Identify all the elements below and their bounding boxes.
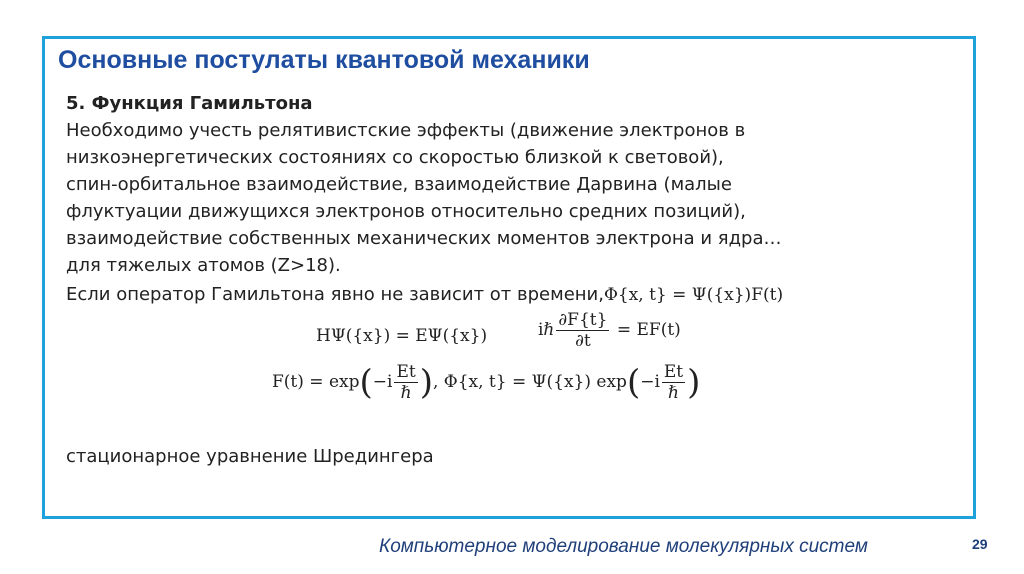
eq2-fraction <box>556 310 609 351</box>
time-equation <box>538 310 681 351</box>
open-paren-icon-2: ( <box>626 362 641 403</box>
equation-caption: стационарное уравнение Шредингера <box>66 446 434 467</box>
eq2-numerator: ∂F{t} <box>558 310 608 330</box>
eq3-minus-i: −i <box>372 372 393 392</box>
close-paren-icon: ) <box>419 362 433 403</box>
paragraph-line-3: спин-орбитальное взаимодействие, взаимодействие Дарвина (малые <box>66 174 732 195</box>
close-paren-icon-2: ) <box>687 362 701 403</box>
eq3-fraction-2 <box>662 362 685 403</box>
paragraph-line-5: взаимодействие собственных механических моментов электрона и ядра… <box>66 228 782 249</box>
condition-text: Если оператор Гамильтона явно не зависит от времени, <box>66 284 604 305</box>
paragraph-line-1: Необходимо учесть релятивистские эффекты (движение электронов в <box>66 120 746 141</box>
eq2-denominator: ∂t <box>556 330 609 351</box>
condition-line <box>66 284 783 305</box>
paragraph-line-6: для тяжелых атомов (Z>18). <box>66 255 341 276</box>
solution-equation <box>272 362 700 403</box>
eq2-prefix: iℏ <box>538 320 555 340</box>
eq3-denominator-1: ℏ <box>394 382 417 403</box>
eq3-numerator-1: Et <box>396 362 416 382</box>
eq3-lhs: F(t) = exp <box>272 372 360 392</box>
eq3-denominator-2: ℏ <box>662 382 685 403</box>
eq3-middle: , Φ{x, t} = Ψ({x}) exp <box>432 372 627 392</box>
paragraph-line-4: флуктуации движущихся электронов относительно средних позиций), <box>66 201 746 222</box>
eq3-minus-i-2: −i <box>640 372 660 392</box>
eq3-fraction-1 <box>394 362 417 403</box>
eq2-rhs: = EF(t) <box>616 320 681 340</box>
condition-formula: Φ{x, t} = Ψ({x})F(t) <box>603 285 784 305</box>
eq3-numerator-2: Et <box>663 362 684 382</box>
footer-course-title: Компьютерное моделирование молекулярных систем <box>379 536 868 557</box>
open-paren-icon: ( <box>359 362 373 403</box>
slide-title: Основные постулаты квантовой механики <box>58 46 590 74</box>
paragraph-line-2: низкоэнергетических состояниях со скоростью близкой к световой), <box>66 147 724 168</box>
page-number: 29 <box>972 536 988 552</box>
section-heading: 5. Функция Гамильтона <box>66 93 313 114</box>
schrodinger-equation: HΨ({x}) = EΨ({x}) <box>316 326 488 346</box>
